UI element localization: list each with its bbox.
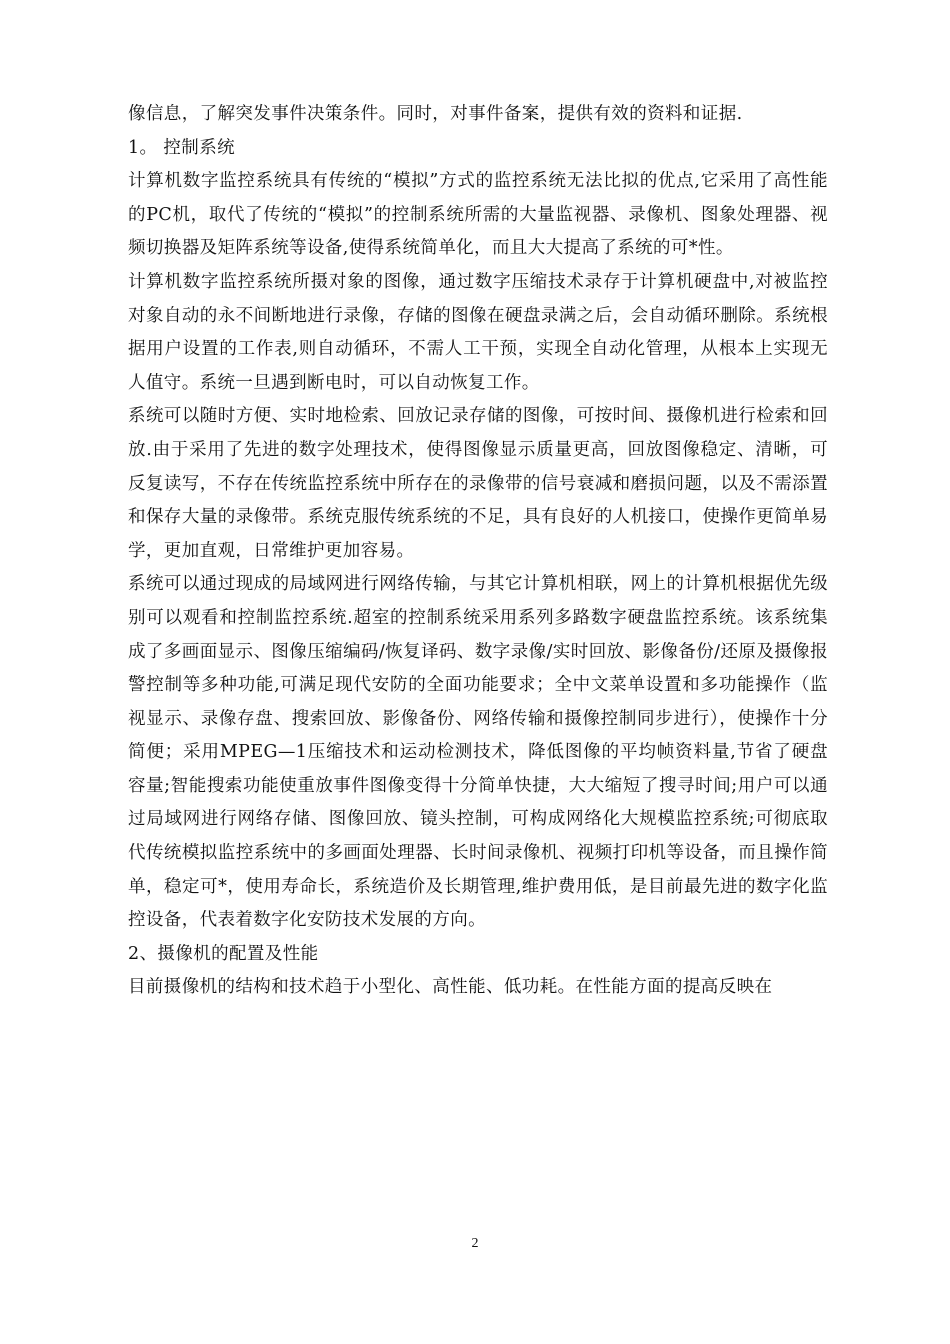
paragraph: 目前摄像机的结构和技术趋于小型化、高性能、低功耗。在性能方面的提高反映在 [128,977,773,998]
paragraph-continuation: 像信息，了解突发事件决策条件。同时，对事件备案，提供有效的资料和证据. [128,104,743,124]
paragraph: 计算机数字监控系统所摄对象的图像，通过数字压缩技术录存于计算机硬盘中,对被监控对象自动的永不间断地进行录像，存储的图像在硬盘录满之后，会自动循环删除。系统根据用户设置的工作表,则自动循环，不需人工干预，实现全自动化管理，从根本上实现无人值守。系统一旦遇到断电时，可以自动恢复工作。 [128,271,828,393]
page-number: 2 [471,1236,479,1251]
paragraph: 计算机数字监控系统具有传统的“模拟”方式的监控系统无法比拟的优点,它采用了高性能的PC机，取代了传统的“模拟”的控制系统所需的大量监视器、录像机、图象处理器、视频切换器及矩阵系统等设备,使得系统简单化，而且大大提高了系统的可*性。 [128,171,828,259]
body-text [128,98,828,1005]
paragraph: 系统可以随时方便、实时地检索、回放记录存储的图像，可按时间、摄像机进行检索和回放.由于采用了先进的数字处理技术，使得图像显示质量更高，回放图像稳定、清晰，可反复读写，不存在传统监控系统中所存在的录像带的信号衰减和磨损问题，以及不需添置和保存大量的录像带。系统克服传统系统的不足，具有良好的人机接口，使操作更简单易学，更加直观，日常维护更加容易。 [128,406,828,561]
heading-control-system: 1。 控制系统 [128,137,235,158]
paragraph: 系统可以通过现成的局域网进行网络传输，与其它计算机相联，网上的计算机根据优先级别可以观看和控制监控系统.超室的控制系统采用系列多路数字硬盘监控系统。该系统集成了多画面显示、图像压缩编码/恢复译码、数字录像/实时回放、影像备份/还原及摄像报警控制等多种功能,可满足现代安防的全面功能要求；全中文菜单设置和多功能操作（监视显示、录像存盘、搜索回放、影像备份、网络传输和摄像控制同步进行），使操作十分简便；采用MPEG—1压缩技术和运动检测技术，降低图像的平均帧资料量,节省了硬盘容量;智能搜索功能使重放事件图像变得十分简单快捷，大大缩短了搜寻时间;用户可以通过局域网进行网络存储、图像回放、镜头控制，可构成网络化大规模监控系统;可彻底取代传统模拟监控系统中的多画面处理器、长时间录像机、视频打印机等设备，而且操作简单，稳定可*，使用寿命长，系统造价及长期管理,维护费用低，是目前最先进的数字化监控设备，代表着数字化安防技术发展的方向。 [128,574,828,931]
heading-camera-config: 2、摄像机的配置及性能 [128,943,319,964]
